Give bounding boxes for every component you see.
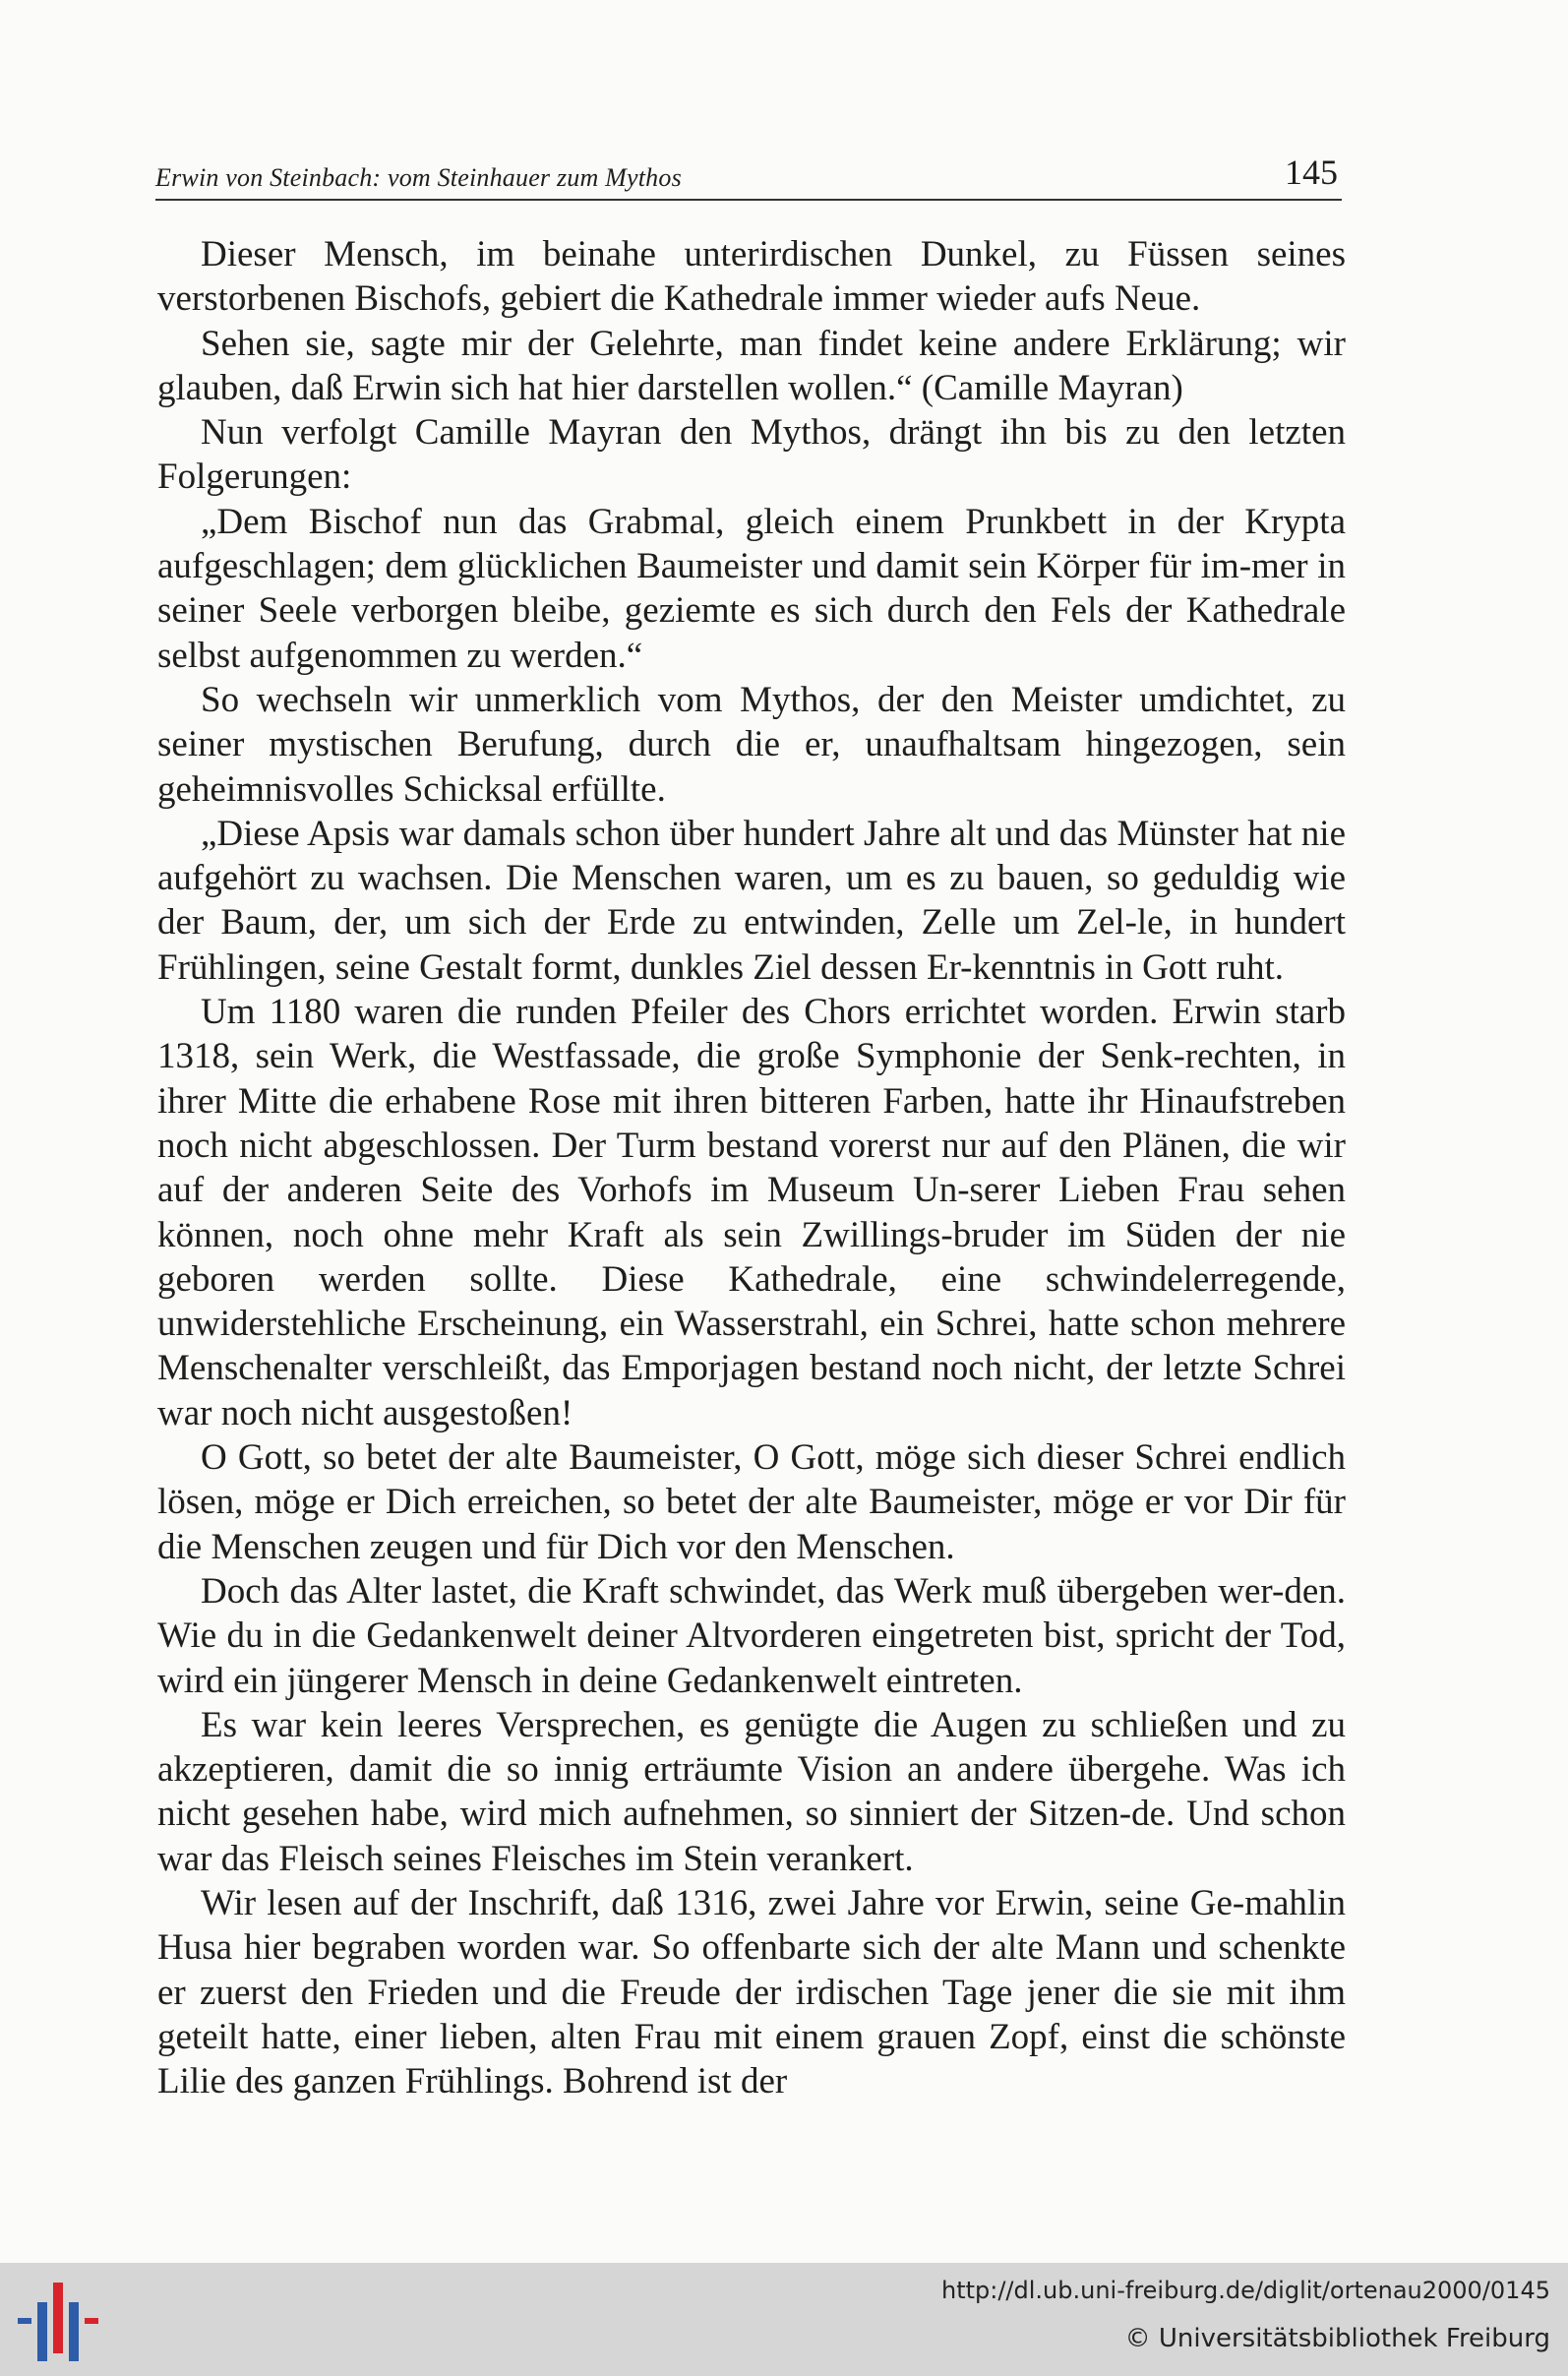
paragraph: Sehen sie, sagte mir der Gelehrte, man findet keine andere Erklärung; wir glauben, daß Erwin sich hat hier darstellen wollen.“ (Camille Mayran) [157,323,1346,408]
page-number: 145 [1285,152,1338,192]
paragraph: Doch das Alter lastet, die Kraft schwindet, das Werk muß übergeben wer-den. Wie du in die Gedankenwelt deiner Altvorderen eingetreten bist, spricht der Tod, wird ein jüngerer Mensch in deine Gedankenwelt eintreten. [157,1570,1346,1701]
paragraph: O Gott, so betet der alte Baumeister, O Gott, möge sich dieser Schrei endlich lösen, möge er Dich erreichen, so betet der alte Baumeister, möge er vor Dir für die Menschen zeugen und für Dich vor den Menschen. [157,1437,1346,1567]
running-title: Erwin von Steinbach: vom Steinhauer zum Mythos [155,163,682,192]
paragraph: „Diese Apsis war damals schon über hundert Jahre alt und das Münster hat nie aufgehört zu wachsen. Die Menschen waren, um es zu bauen, so geduldig wie der Baum, der, um sich der Erde zu entwinden, Zelle um Zel-le, in hundert Frühlingen, seine Gestalt formt, dunkles Ziel dessen Er-kenntnis in Gott ruht. [157,813,1346,988]
footer-copyright: © Universitätsbibliothek Freiburg [1124,2324,1550,2353]
paragraph: Wir lesen auf der Inschrift, daß 1316, zwei Jahre vor Erwin, seine Ge-mahlin Husa hier begraben worden war. So offenbarte sich der alte Mann und schenkte er zuerst den Frieden und die Freude der irdischen Tage jener die sie mit ihm geteilt hatte, einer lieben, alten Frau mit einem grauen Zopf, einst die schönste Lilie des ganzen Frühlings. Bohrend ist der [157,1882,1346,2102]
paragraph: Dieser Mensch, im beinahe unterirdischen Dunkel, zu Füssen seines verstorbenen Bischofs, gebiert die Kathedrale immer wieder aufs Neue. [157,234,1346,320]
text-body [157,232,1346,2103]
footer-url-link[interactable]: http://dl.ub.uni-freiburg.de/diglit/ortenau2000/0145 [940,2277,1550,2304]
page-header [155,148,1342,201]
ub-freiburg-logo-icon [18,2283,108,2361]
viewer-footer [0,2263,1568,2376]
paragraph: Um 1180 waren die runden Pfeiler des Chors errichtet worden. Erwin starb 1318, sein Werk, die Westfassade, die große Symphonie der Senk-rechten, in ihrer Mitte die erhabene Rose mit ihren bitteren Farben, hatte ihr Hinaufstreben noch nicht abgeschlossen. Der Turm bestand vorerst nur auf den Plänen, die wir auf der anderen Seite des Vorhofs im Museum Un-serer Lieben Frau sehen können, noch ohne mehr Kraft als sein Zwillings-bruder im Süden der nie geboren werden sollte. Diese Kathedrale, eine schwindelerregende, unwiderstehliche Erscheinung, ein Wasserstrahl, ein Schrei, hatte schon mehrere Menschenalter verschleißt, das Emporjagen bestand noch nicht, der letzte Schrei war noch nicht ausgestoßen! [157,992,1346,1433]
paragraph: Nun verfolgt Camille Mayran den Mythos, drängt ihn bis zu den letzten Folgerungen: [157,412,1346,498]
paragraph: So wechseln wir unmerklich vom Mythos, der den Meister umdichtet, zu seiner mystischen Berufung, durch die er, unaufhaltsam hingezogen, sein geheimnisvolles Schicksal erfüllte. [157,679,1346,810]
paragraph: „Dem Bischof nun das Grabmal, gleich einem Prunkbett in der Krypta aufgeschlagen; dem glücklichen Baumeister und damit sein Körper für im-mer in seiner Seele verborgen bleibe, geziemte es sich durch den Fels der Kathedrale selbst aufgenommen zu werden.“ [157,501,1346,676]
paragraph: Es war kein leeres Versprechen, es genügte die Augen zu schließen und zu akzeptieren, damit die so innig erträumte Vision an andere übergehe. Was ich nicht gesehen habe, wird mich aufnehmen, so sinniert der Sitzen-de. Und schon war das Fleisch seines Fleisches im Stein verankert. [157,1704,1346,1879]
